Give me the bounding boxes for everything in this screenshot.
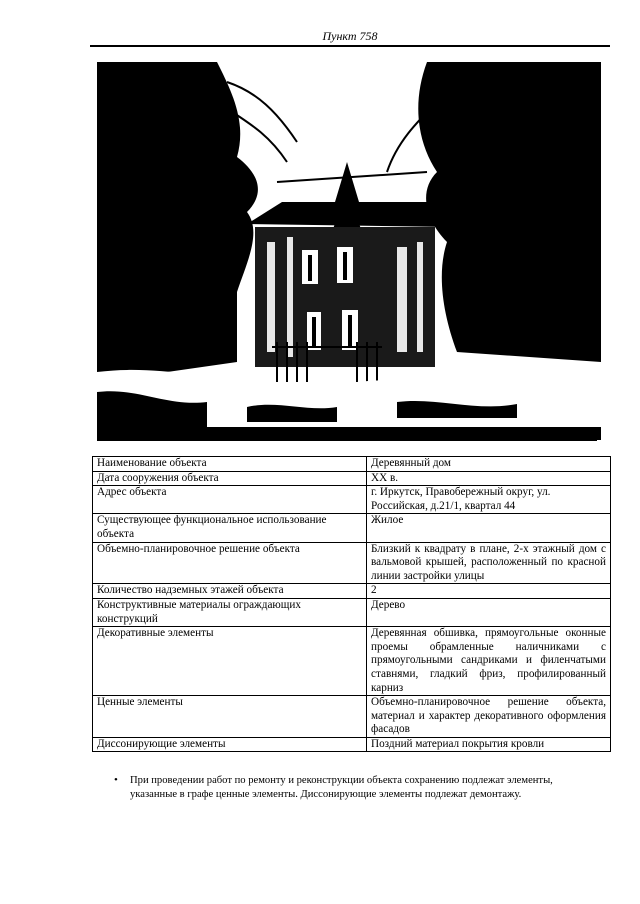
building-photo: [97, 62, 601, 440]
table-row: [93, 486, 611, 514]
row-label: Адрес объекта: [93, 486, 367, 514]
table-row: [93, 542, 611, 584]
row-label: Декоративные элементы: [93, 627, 367, 696]
row-label: Объемно-планировочное решение объекта: [93, 542, 367, 584]
row-value: Деревянный дом: [367, 457, 611, 472]
row-label: Дата сооружения объекта: [93, 471, 367, 486]
table-row: [93, 598, 611, 626]
row-label: Количество надземных этажей объекта: [93, 584, 367, 599]
row-label: Конструктивные материалы ограждающих конструкций: [93, 598, 367, 626]
table-row: [93, 737, 611, 752]
row-value: Поздний материал покрытия кровли: [367, 737, 611, 752]
row-value: Жилое: [367, 514, 611, 542]
note-text: При проведении работ по ремонту и реконструкции объекта сохранению подлежат элементы, указанные в графе ценные элементы. Диссонирующие элементы подлежат демонтажу.: [130, 775, 553, 800]
header-divider: [90, 45, 610, 47]
table-row: [93, 627, 611, 696]
row-value: г. Иркутск, Правобережный округ, ул. Российская, д.21/1, квартал 44: [367, 486, 611, 514]
table-row: [93, 471, 611, 486]
row-label: Существующее функциональное использование объекта: [93, 514, 367, 542]
row-value: Деревянная обшивка, прямоугольные оконные проемы обрамленные наличниками с прямоугольными сандриками и филенчатыми ставнями, гладкий фриз, профилированный карниз: [367, 627, 611, 696]
row-label: Ценные элементы: [93, 696, 367, 738]
row-value: 2: [367, 584, 611, 599]
table-row: [93, 584, 611, 599]
row-value: Объемно-планировочное решение объекта, материал и характер декоративного оформления фасадов: [367, 696, 611, 738]
photo-divider: [97, 440, 597, 441]
row-label: Наименование объекта: [93, 457, 367, 472]
preservation-note: [110, 774, 590, 802]
table-row: [93, 457, 611, 472]
table-row: [93, 514, 611, 542]
row-value: XX в.: [367, 471, 611, 486]
row-value: Дерево: [367, 598, 611, 626]
row-label: Диссонирующие элементы: [93, 737, 367, 752]
bullet-marker: •: [114, 774, 118, 786]
row-value: Близкий к квадрату в плане, 2-х этажный дом с вальмовой крышей, расположенный по красной линии застройки улицы: [367, 542, 611, 584]
object-properties-table: [92, 456, 611, 752]
table-row: [93, 696, 611, 738]
page-title: Пункт 758: [322, 29, 378, 43]
